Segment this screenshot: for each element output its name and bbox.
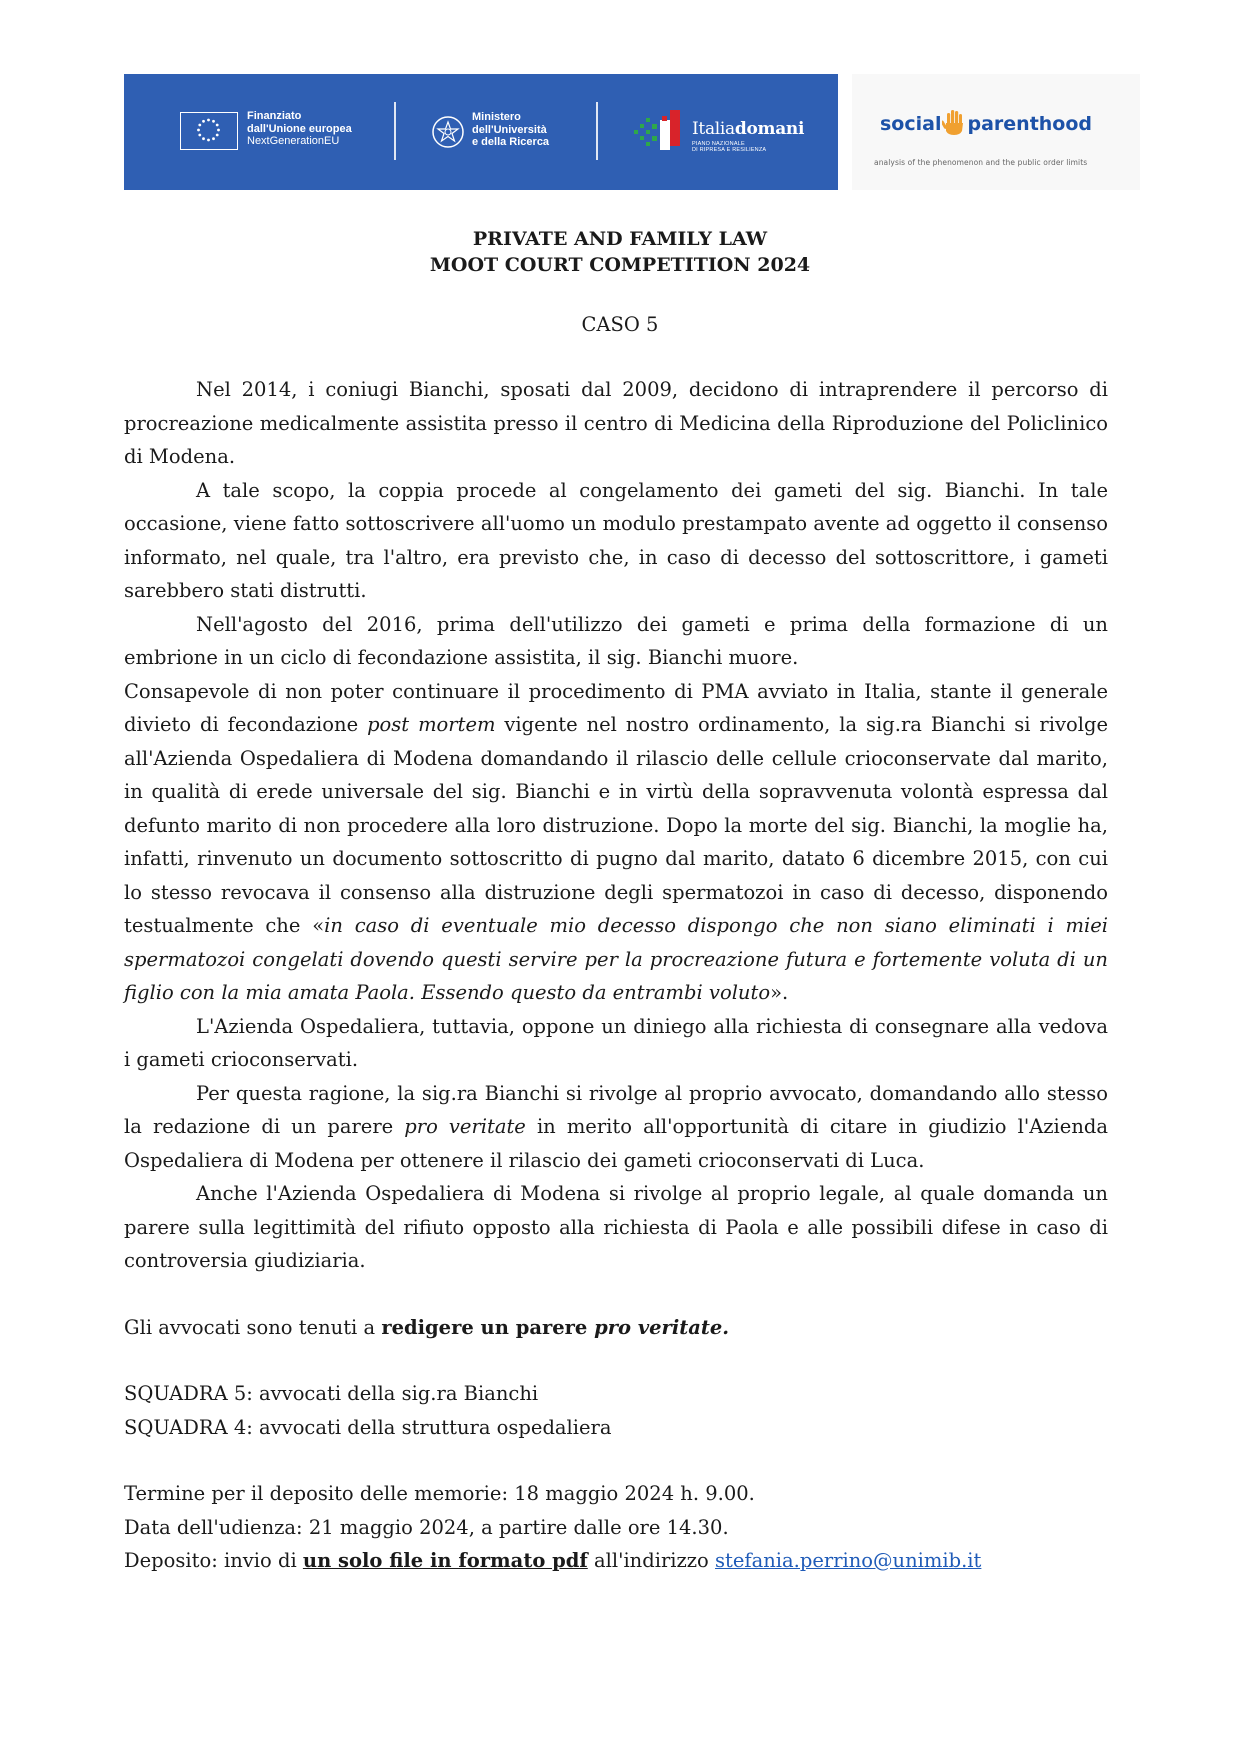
email-link[interactable]: stefania.perrino@unimib.it (715, 1549, 982, 1572)
eu-funding-label: Finanziato dall'Unione europea NextGenerationEU (247, 110, 352, 147)
funding-banner (124, 74, 838, 190)
hearing-date: Data dell'udienza: 21 maggio 2024, a partire dalle ore 14.30. (124, 1515, 729, 1539)
hand-icon (942, 110, 966, 136)
social-parenthood-tagline: analysis of the phenomenon and the public order limits (874, 158, 1088, 167)
paragraph-7: Anche l'Azienda Ospedaliera di Modena si rivolge al proprio legale, al quale domanda un parere sulla legittimità del rifiuto opposto alla richiesta di Paola e alle possibili difese in caso di controversia giudiziaria. (124, 1182, 1108, 1272)
document-body (124, 373, 1108, 1578)
team-4: SQUADRA 4: avvocati della struttura ospedaliera (124, 1415, 612, 1439)
ministry-label: Ministero dell'Università e della Ricerca (472, 111, 550, 148)
italiadomani-logo-icon (632, 106, 692, 154)
paragraph-4: Consapevole di non poter continuare il procedimento di PMA avviato in Italia, stante il generale divieto di fecondazione post mortem vigente nel nostro ordinamento, la sig.ra Bianchi si rivolge all'Azienda Ospedaliera di Modena domandando il rilascio delle cellule crioconservate dal marito, in qualità di erede universale del sig. Bianchi e in virtù della sopravvenuta volontà espressa dal defunto marito di non procedere alla loro distruzione. Dopo la morte del sig. Bianchi, la moglie ha, infatti, rinvenuto un documento sottoscritto di pugno dal marito, datato 6 dicembre 2015, con cui lo stesso revocava il consenso alla distruzione degli spermatozoi in caso di decesso, disponendo testualmente che «in caso di eventuale mio decesso dispongo che non siano eliminati i miei spermatozoi congelati dovendo questi servire per la procreazione futura e fortemente voluta di un figlio con la mia amata Paola. Essendo questo da entrambi voluto». (124, 679, 1109, 1004)
document-title: PRIVATE AND FAMILY LAW MOOT COURT COMPETITION 2024 (429, 228, 811, 276)
task-instruction: Gli avvocati sono tenuti a redigere un parere pro veritate. (124, 1315, 730, 1339)
paragraph-5: L'Azienda Ospedaliera, tuttavia, oppone un diniego alla richiesta di consegnare alla vedova i gameti crioconservati. (124, 1014, 1108, 1071)
eu-flag-icon (180, 112, 238, 150)
republic-emblem-icon (430, 114, 466, 150)
submission-method: Deposito: invio di un solo file in formato pdf all'indirizzo stefania.perrino@unimib.it (124, 1549, 982, 1572)
paragraph-3: Nell'agosto del 2016, prima dell'utilizzo dei gameti e prima della formazione di un embrione in un ciclo di fecondazione assistita, il sig. Bianchi muore. (124, 612, 1108, 669)
paragraph-6: Per questa ragione, la sig.ra Bianchi si rivolge al proprio avvocato, domandando allo stesso la redazione di un parere pro veritate in merito all'opportunità di citare in giudizio l'Azienda Ospedaliera di Modena per ottenere il rilascio dei gameti crioconservati di Luca. (124, 1081, 1108, 1172)
social-parenthood-logo: social parenthood analysis of the phenomenon and the public order limits (852, 74, 1140, 190)
paragraph-2: A tale scopo, la coppia procede al congelamento dei gameti del sig. Bianchi. In tale occasione, viene fatto sottoscrivere all'uomo un modulo prestampato avente ad oggetto il consenso informato, nel quale, tra l'altro, era previsto che, in caso di decesso del sottoscrittore, i gameti sarebbero stati distrutti. (124, 478, 1108, 602)
banner-divider (596, 102, 598, 160)
submission-deadline: Termine per il deposito delle memorie: 18 maggio 2024 h. 9.00. (124, 1482, 755, 1505)
case-number: CASO 5 (581, 313, 659, 336)
team-5: SQUADRA 5: avvocati della sig.ra Bianchi (124, 1382, 539, 1405)
paragraph-1: Nel 2014, i coniugi Bianchi, sposati dal 2009, decidono di intraprendere il percorso di procreazione medicalmente assistita presso il centro di Medicina della Riproduzione del Policlinico di Modena. (124, 378, 1108, 468)
italiadomani-label: Italiadomani PIANO NAZIONALE DI RIPRESA E RESILIENZA (692, 119, 805, 153)
banner-divider (394, 102, 396, 160)
